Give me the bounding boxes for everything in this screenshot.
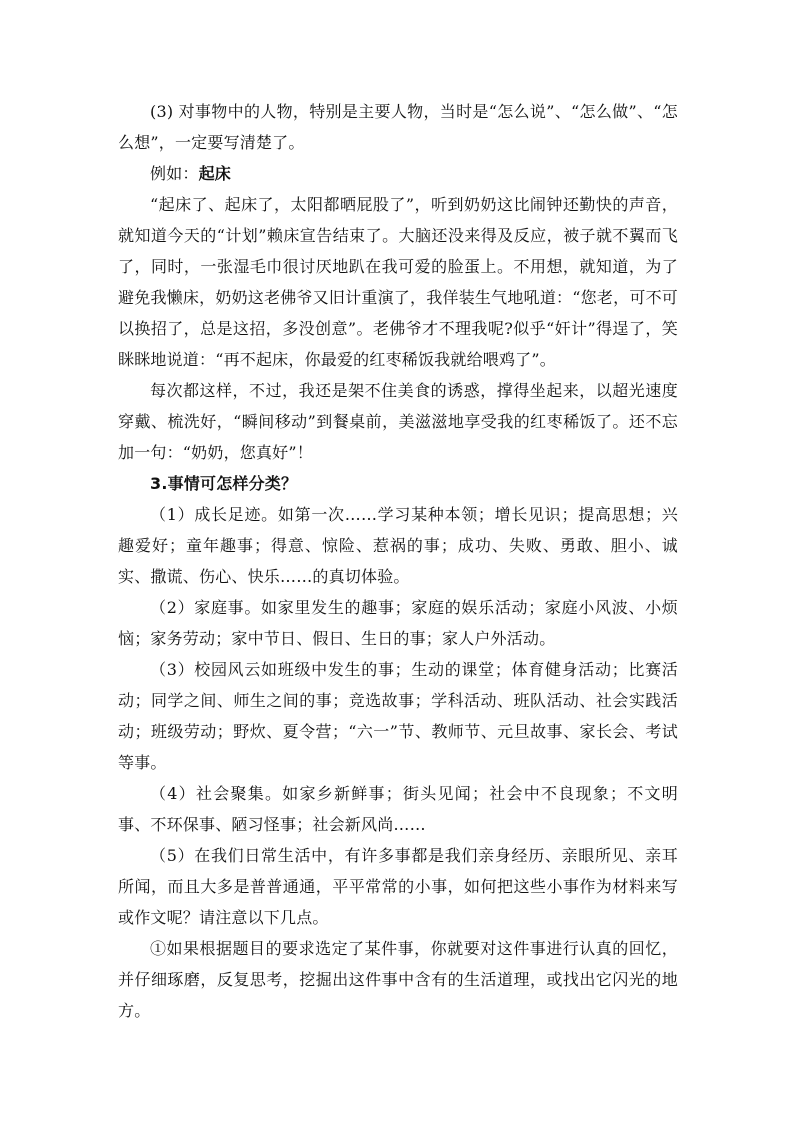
paragraph-point-3: (3) 对事物中的人物，特别是主要人物，当时是“怎么说”、“怎么做”、“怎么想”，一定要写清楚了。 [118, 102, 678, 152]
category-5: （5）在我们日常生活中，有许多事都是我们亲身经历、亲眼所见、亲耳所闻，而且大多是普普通通，平平常常的小事，如何把这些小事作为材料来写或作文呢？请注意以下几点。 [118, 846, 678, 927]
tip-1: ①如果根据题目的要求选定了某件事，你就要对这件事进行认真的回忆，并仔细琢磨，反复思考，挖掘出这件事中含有的生活道理，或找出它闪光的地方。 [118, 939, 678, 1020]
document-body [118, 96, 678, 1026]
example-paragraph-1: “起床了、起床了，太阳都晒屁股了”，听到奶奶这比闹钟还勤快的声音，就知道今天的“计划”赖床宣告结束了。大脑还没来得及反应，被子就不翼而飞了，同时，一张湿毛巾很讨厌地趴在我可爱的脸蛋上。不用想，就知道，为了避免我懒床，奶奶这老佛爷又旧计重演了，我佯装生气地吼道：“您老，可不可以换招了，总是这招，多没创意”。老佛爷才不理我呢?似乎“奸计”得逞了，笑眯眯地说道：“再不起床，你最爱的红枣稀饭我就给喂鸡了”。 [118, 195, 678, 369]
example-heading [118, 158, 678, 189]
example-title: 起床 [198, 164, 232, 183]
example-paragraph-2: 每次都这样，不过，我还是架不住美食的诱惑，撑得坐起来，以超光速度穿戴、梳洗好，“瞬间移动”到餐桌前，美滋滋地享受我的红枣稀饭了。还不忘加一句：“奶奶，您真好”！ [118, 381, 678, 462]
example-prefix: 例如： [150, 164, 199, 183]
category-3: （3）校园风云如班级中发生的事；生动的课堂；体育健身活动；比赛活动；同学之间、师生之间的事；竞选故事；学科活动、班队活动、社会实践活动；班级劳动；野炊、夏令营；“六一”节、教师节、元旦故事、家长会、考试等事。 [118, 660, 678, 772]
section-heading-3: 3.事情可怎样分类？ [150, 474, 298, 493]
category-2: （2）家庭事。如家里发生的趣事；家庭的娱乐活动；家庭小风波、小烦恼；家务劳动；家中节日、假日、生日的事；家人户外活动。 [118, 598, 678, 648]
category-1: （1）成长足迹。如第一次……学习某种本领；增长见识；提高思想；兴趣爱好；童年趣事；得意、惊险、惹祸的事；成功、失败、勇敢、胆小、诚实、撒谎、伤心、快乐……的真切体验。 [118, 505, 678, 586]
category-4: （4）社会聚集。如家乡新鲜事；街头见闻；社会中不良现象；不文明事、不环保事、陋习怪事；社会新风尚…… [118, 784, 678, 834]
